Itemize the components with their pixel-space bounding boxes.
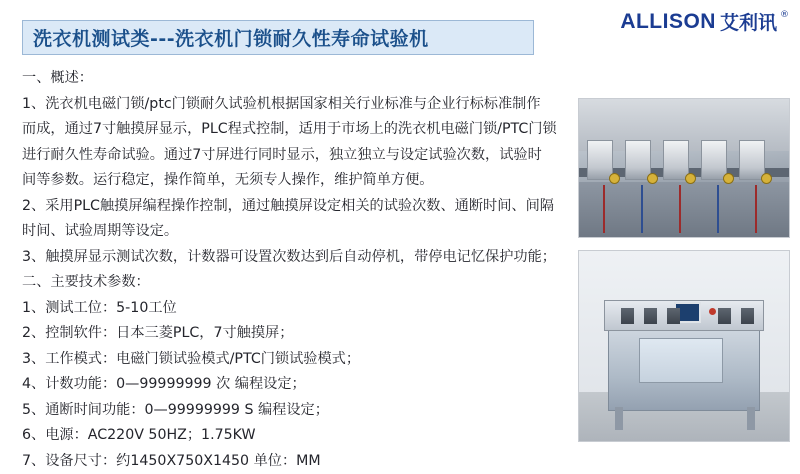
worktop-fixture xyxy=(741,308,754,324)
spec-item-5: 5、通断时间功能：0—99999999 S 编程设定； xyxy=(22,398,570,424)
worktop-fixture xyxy=(621,308,634,324)
photo-background-lower xyxy=(579,182,789,237)
wire-harness xyxy=(755,185,757,233)
worktop-fixture xyxy=(667,308,680,324)
wire-harness xyxy=(717,185,719,233)
spec-item-2: 2、控制软件：日本三菱PLC，7寸触摸屏； xyxy=(22,321,570,347)
brand-name-chinese: 艾利讯 xyxy=(720,8,777,35)
spec-item-3: 3、工作模式：电磁门锁试验模式/PTC门锁试验模式； xyxy=(22,347,570,373)
paragraph-1-line-4: 间等参数。运行稳定，操作简单，无须专人操作，维护简单方便。 xyxy=(22,168,570,194)
fixture-knob xyxy=(723,173,734,184)
fixture-knob xyxy=(647,173,658,184)
machine-cabinet xyxy=(608,327,759,411)
fixture-knob xyxy=(761,173,772,184)
paragraph-2-line-1: 2、采用PLC触摸屏编程操作控制，通过触摸屏设定相关的试验次数、通断时间、间隔 xyxy=(22,194,570,220)
wire-harness xyxy=(641,185,643,233)
page-title-text: 洗衣机测试类---洗衣机门锁耐久性寿命试验机 xyxy=(33,24,429,51)
cabinet-window xyxy=(639,338,723,384)
section-one-heading: 一、概述： xyxy=(22,66,570,92)
page-title xyxy=(22,20,534,55)
wire-harness xyxy=(603,185,605,233)
brand-logo xyxy=(620,8,790,35)
machine-leg xyxy=(615,407,623,430)
product-photo-machine xyxy=(578,250,790,442)
product-photo-fixtures xyxy=(578,98,790,238)
description-body xyxy=(22,66,570,474)
spec-item-7: 7、设备尺寸：约1450X750X1450 单位：MM xyxy=(22,449,570,474)
wire-harness xyxy=(679,185,681,233)
section-two-heading: 二、主要技术参数： xyxy=(22,270,570,296)
worktop-fixture xyxy=(644,308,657,324)
fixture-knob xyxy=(609,173,620,184)
brand-name-latin: ALLISON xyxy=(620,10,716,34)
machine-leg xyxy=(747,407,755,430)
paragraph-1-line-3: 进行耐久性寿命试验。通过7寸屏进行同时显示，独立独立与设定试验次数，试验时 xyxy=(22,143,570,169)
worktop-fixture xyxy=(718,308,731,324)
paragraph-1-line-2: 而成，通过7寸触摸屏显示，PLC程式控制，适用于市场上的洗衣机电磁门锁/PTC门锁 xyxy=(22,117,570,143)
spec-item-4: 4、计数功能：0—99999999 次 编程设定； xyxy=(22,372,570,398)
spec-item-1: 1、测试工位：5-10工位 xyxy=(22,296,570,322)
fixture-knob xyxy=(685,173,696,184)
paragraph-2-line-2: 时间、试验周期等设定。 xyxy=(22,219,570,245)
registered-trademark-icon: ® xyxy=(780,10,789,20)
spec-item-6: 6、电源：AC220V 50HZ；1.75KW xyxy=(22,423,570,449)
paragraph-1-line-1: 1、洗衣机电磁门锁/ptc门锁耐久试验机根据国家相关行业标准与企业行标标准制作 xyxy=(22,92,570,118)
paragraph-3-line-1: 3、触摸屏显示测试次数，计数器可设置次数达到后自动停机，带停电记忆保护功能； xyxy=(22,245,570,271)
